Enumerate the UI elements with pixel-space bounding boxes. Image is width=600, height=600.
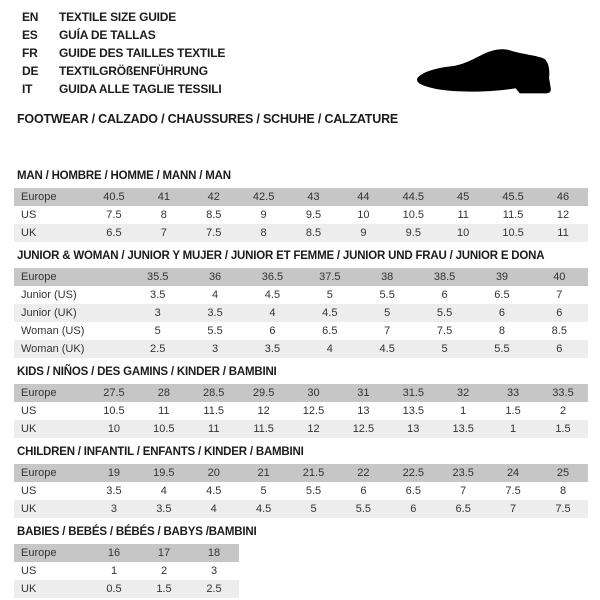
size-cell: 1 — [510, 423, 517, 435]
shoe-icon — [389, 28, 587, 114]
size-cell: 6 — [556, 307, 563, 319]
size-cell: 44.5 — [402, 191, 424, 203]
section-title-children: CHILDREN / INFANTIL / ENFANTS / KINDER / BAMBINI — [17, 446, 304, 458]
size-cell: 45.5 — [502, 191, 524, 203]
size-cell: 40.5 — [103, 191, 125, 203]
size-cell: 12.5 — [352, 423, 375, 435]
size-cell: 12 — [257, 405, 270, 417]
row-label: US — [21, 209, 37, 221]
size-cell: 10.5 — [103, 405, 125, 417]
size-cell: 7 — [460, 485, 467, 497]
size-cell: 11 — [208, 423, 220, 435]
size-cell: 5.5 — [379, 289, 395, 301]
size-cell: 1 — [110, 565, 118, 577]
size-cell: 6.5 — [405, 485, 421, 497]
row-label: Woman (UK) — [21, 343, 85, 355]
size-cell: 1.5 — [156, 583, 172, 595]
size-cell: 3.5 — [150, 289, 166, 301]
size-cell: 4 — [160, 485, 167, 497]
language-row-it — [22, 80, 225, 98]
size-cell: 3 — [154, 307, 161, 319]
size-cell: 36 — [208, 271, 222, 283]
size-cell: 11 — [457, 209, 469, 221]
size-cell: 36.5 — [261, 271, 284, 283]
size-table-junior-woman — [14, 268, 588, 358]
size-cell: 5 — [326, 289, 333, 301]
size-cell: 37.5 — [319, 271, 341, 283]
size-cell: 45 — [457, 191, 470, 203]
language-title: GUIDA ALLE TAGLIE TESSILI — [59, 82, 222, 96]
section-title-babies: BABIES / BEBÉS / BÉBÉS / BABYS /BAMBINI — [17, 526, 257, 538]
section-title-junior-woman: JUNIOR & WOMAN / JUNIOR Y MUJER / JUNIOR ET FEMME / JUNIOR UND FRAU / JUNIOR E DONA — [17, 250, 545, 262]
row-label: UK — [21, 423, 37, 435]
size-cell: 7.5 — [206, 227, 222, 239]
size-cell: 12.5 — [302, 405, 325, 417]
size-cell: 4 — [326, 343, 333, 355]
row-label: Europe — [21, 271, 57, 283]
size-cell: 42 — [207, 191, 220, 203]
table-row — [14, 402, 588, 420]
section-children — [14, 446, 588, 518]
size-cell: 11 — [557, 227, 569, 239]
row-label: Europe — [21, 467, 57, 479]
language-code: ES — [22, 28, 38, 42]
table-row — [14, 304, 588, 322]
section-babies — [14, 526, 588, 598]
size-cell: 10 — [457, 227, 470, 239]
size-cell: 42.5 — [252, 191, 275, 203]
language-code: EN — [22, 10, 39, 24]
section-kids — [14, 366, 588, 438]
size-cell: 5 — [310, 503, 317, 515]
size-cell: 38.5 — [433, 271, 456, 283]
size-cell: 10 — [107, 423, 121, 435]
language-code: DE — [22, 64, 39, 78]
size-cell: 21.5 — [302, 467, 325, 479]
row-label: Europe — [21, 547, 57, 559]
size-cell: 4 — [210, 503, 217, 515]
size-cell: 38 — [381, 271, 394, 283]
size-cell: 5.5 — [355, 503, 372, 515]
size-cell: 29.5 — [252, 387, 275, 399]
size-cell: 10.5 — [402, 209, 424, 221]
size-cell: 28 — [157, 387, 170, 399]
size-cell: 3.5 — [207, 307, 223, 319]
size-cell: 11.5 — [502, 209, 524, 221]
size-cell: 16 — [107, 547, 121, 559]
size-tables — [14, 170, 588, 598]
size-cell: 5 — [384, 307, 391, 319]
size-cell: 8 — [559, 485, 567, 497]
size-cell: 6 — [360, 485, 367, 497]
size-cell: 6 — [556, 343, 563, 355]
size-cell: 0.5 — [106, 583, 122, 595]
row-label: Woman (US) — [21, 325, 85, 337]
size-cell: 39 — [495, 271, 509, 283]
size-cell: 10.5 — [153, 423, 175, 435]
size-cell: 22 — [357, 467, 370, 479]
language-row-fr — [22, 44, 225, 62]
size-cell: 2.5 — [206, 583, 222, 595]
size-cell: 6 — [410, 503, 417, 515]
language-title: TEXTILE SIZE GUIDE — [59, 10, 177, 24]
size-cell: 7.5 — [555, 503, 571, 515]
size-cell: 13.5 — [452, 423, 474, 435]
size-cell: 7 — [384, 325, 391, 337]
row-label: Europe — [21, 191, 57, 203]
size-table-children — [14, 464, 588, 518]
size-cell: 13 — [357, 405, 370, 417]
size-cell: 13.5 — [402, 405, 424, 417]
size-cell: 9 — [260, 209, 267, 221]
size-cell: 12 — [556, 209, 570, 221]
size-cell: 7 — [510, 503, 517, 515]
size-cell: 28.5 — [203, 387, 225, 399]
table-row — [14, 188, 588, 206]
size-cell: 4 — [212, 289, 219, 301]
table-row — [14, 322, 588, 340]
size-cell: 7 — [160, 227, 167, 239]
size-cell: 35.5 — [146, 271, 169, 283]
size-cell: 46 — [556, 191, 570, 203]
language-row-es — [22, 26, 225, 44]
row-label: US — [21, 565, 37, 577]
row-label: US — [21, 405, 37, 417]
size-cell: 6.5 — [322, 325, 338, 337]
table-row — [14, 580, 239, 598]
size-cell: 8 — [498, 325, 505, 337]
table-row — [14, 286, 588, 304]
size-cell: 31.5 — [402, 387, 424, 399]
language-title: GUÍA DE TALLAS — [59, 28, 156, 42]
size-cell: 5.5 — [207, 325, 223, 337]
table-row — [14, 562, 239, 580]
size-cell: 44 — [357, 191, 370, 203]
size-cell: 31 — [357, 387, 370, 399]
table-row — [14, 464, 588, 482]
size-cell: 10 — [357, 209, 370, 221]
size-cell: 4.5 — [322, 307, 338, 319]
table-row — [14, 482, 588, 500]
size-cell: 21 — [257, 467, 270, 479]
size-cell: 11.5 — [203, 405, 225, 417]
size-cell: 4 — [269, 307, 276, 319]
section-junior-woman — [14, 250, 588, 358]
size-cell: 33 — [506, 387, 520, 399]
size-cell: 9.5 — [405, 227, 421, 239]
size-table-babies — [14, 544, 239, 598]
table-row — [14, 384, 588, 402]
size-cell: 18 — [207, 547, 221, 559]
size-cell: 3 — [212, 343, 219, 355]
size-cell: 6.5 — [494, 289, 510, 301]
size-cell: 17 — [157, 547, 171, 559]
size-cell: 4.5 — [264, 289, 281, 301]
size-cell: 27.5 — [103, 387, 125, 399]
size-cell: 20 — [207, 467, 220, 479]
language-title-list — [22, 8, 225, 98]
size-cell: 40 — [553, 271, 566, 283]
size-cell: 11 — [158, 405, 170, 417]
size-cell: 5.5 — [494, 343, 510, 355]
size-cell: 13 — [407, 423, 420, 435]
size-cell: 4.5 — [255, 503, 272, 515]
size-cell: 5 — [441, 343, 448, 355]
language-row-de — [22, 62, 225, 80]
size-cell: 30 — [307, 387, 320, 399]
size-cell: 1.5 — [505, 405, 521, 417]
size-cell: 10.5 — [502, 227, 524, 239]
size-table-man — [14, 188, 588, 242]
size-cell: 5 — [260, 485, 267, 497]
size-cell: 7.5 — [436, 325, 453, 337]
size-cell: 33.5 — [552, 387, 574, 399]
size-cell: 7.5 — [106, 209, 122, 221]
row-label: UK — [21, 503, 37, 515]
size-cell: 32 — [457, 387, 470, 399]
section-title-man: MAN / HOMBRE / HOMME / MANN / MAN — [17, 170, 231, 182]
section-man — [14, 170, 588, 242]
language-code: FR — [22, 46, 38, 60]
language-row-en — [22, 8, 225, 26]
category-heading: FOOTWEAR / CALZADO / CHAUSSURES / SCHUHE / CALZATURE — [17, 112, 399, 126]
size-cell: 8 — [260, 227, 267, 239]
size-cell: 2 — [160, 565, 168, 577]
size-cell: 6 — [269, 325, 276, 337]
size-cell: 7 — [556, 289, 563, 301]
table-row — [14, 206, 588, 224]
size-cell: 8 — [160, 209, 167, 221]
language-title: GUIDE DES TAILLES TEXTILE — [59, 46, 226, 60]
size-cell: 19.5 — [153, 467, 175, 479]
table-row — [14, 544, 239, 562]
language-code: IT — [22, 82, 33, 96]
size-cell: 12 — [307, 423, 320, 435]
row-label: Junior (US) — [21, 289, 77, 301]
size-cell: 5.5 — [436, 307, 453, 319]
size-cell: 3.5 — [106, 485, 122, 497]
size-cell: 25 — [556, 467, 570, 479]
row-label: US — [21, 485, 37, 497]
size-cell: 5.5 — [305, 485, 322, 497]
size-cell: 9 — [360, 227, 367, 239]
size-cell: 9.5 — [305, 209, 322, 221]
size-cell: 6 — [498, 307, 505, 319]
size-cell: 8.5 — [551, 325, 567, 337]
size-cell: 4.5 — [206, 485, 222, 497]
size-cell: 2 — [559, 405, 567, 417]
row-label: UK — [21, 227, 37, 239]
size-cell: 23.5 — [452, 467, 474, 479]
size-cell: 3.5 — [264, 343, 281, 355]
row-label: UK — [21, 583, 37, 595]
size-cell: 2.5 — [150, 343, 166, 355]
size-cell: 8.5 — [206, 209, 222, 221]
size-cell: 1 — [460, 405, 467, 417]
table-row — [14, 268, 588, 286]
size-cell: 6 — [441, 289, 448, 301]
row-label: Europe — [21, 387, 57, 399]
table-row — [14, 224, 588, 242]
table-row — [14, 420, 588, 438]
language-title: TEXTILGRÖßENFÜHRUNG — [59, 64, 208, 78]
size-cell: 19 — [107, 467, 121, 479]
size-cell: 6.5 — [455, 503, 471, 515]
size-cell: 3.5 — [156, 503, 172, 515]
size-cell: 5 — [154, 325, 161, 337]
size-cell: 41 — [157, 191, 170, 203]
size-cell: 24 — [506, 467, 520, 479]
size-cell: 3 — [110, 503, 117, 515]
size-cell: 6.5 — [106, 227, 122, 239]
size-cell: 22.5 — [402, 467, 424, 479]
section-title-kids: KIDS / NIÑOS / DES GAMINS / KINDER / BAMBINI — [17, 366, 277, 378]
size-table-kids — [14, 384, 588, 438]
size-cell: 8.5 — [305, 227, 322, 239]
table-row — [14, 500, 588, 518]
row-label: Junior (UK) — [21, 307, 77, 319]
size-cell: 43 — [307, 191, 320, 203]
size-cell: 11.5 — [253, 423, 274, 435]
size-cell: 7.5 — [505, 485, 521, 497]
size-cell: 1.5 — [555, 423, 571, 435]
size-cell: 3 — [210, 565, 218, 577]
table-row — [14, 340, 588, 358]
size-cell: 4.5 — [379, 343, 395, 355]
